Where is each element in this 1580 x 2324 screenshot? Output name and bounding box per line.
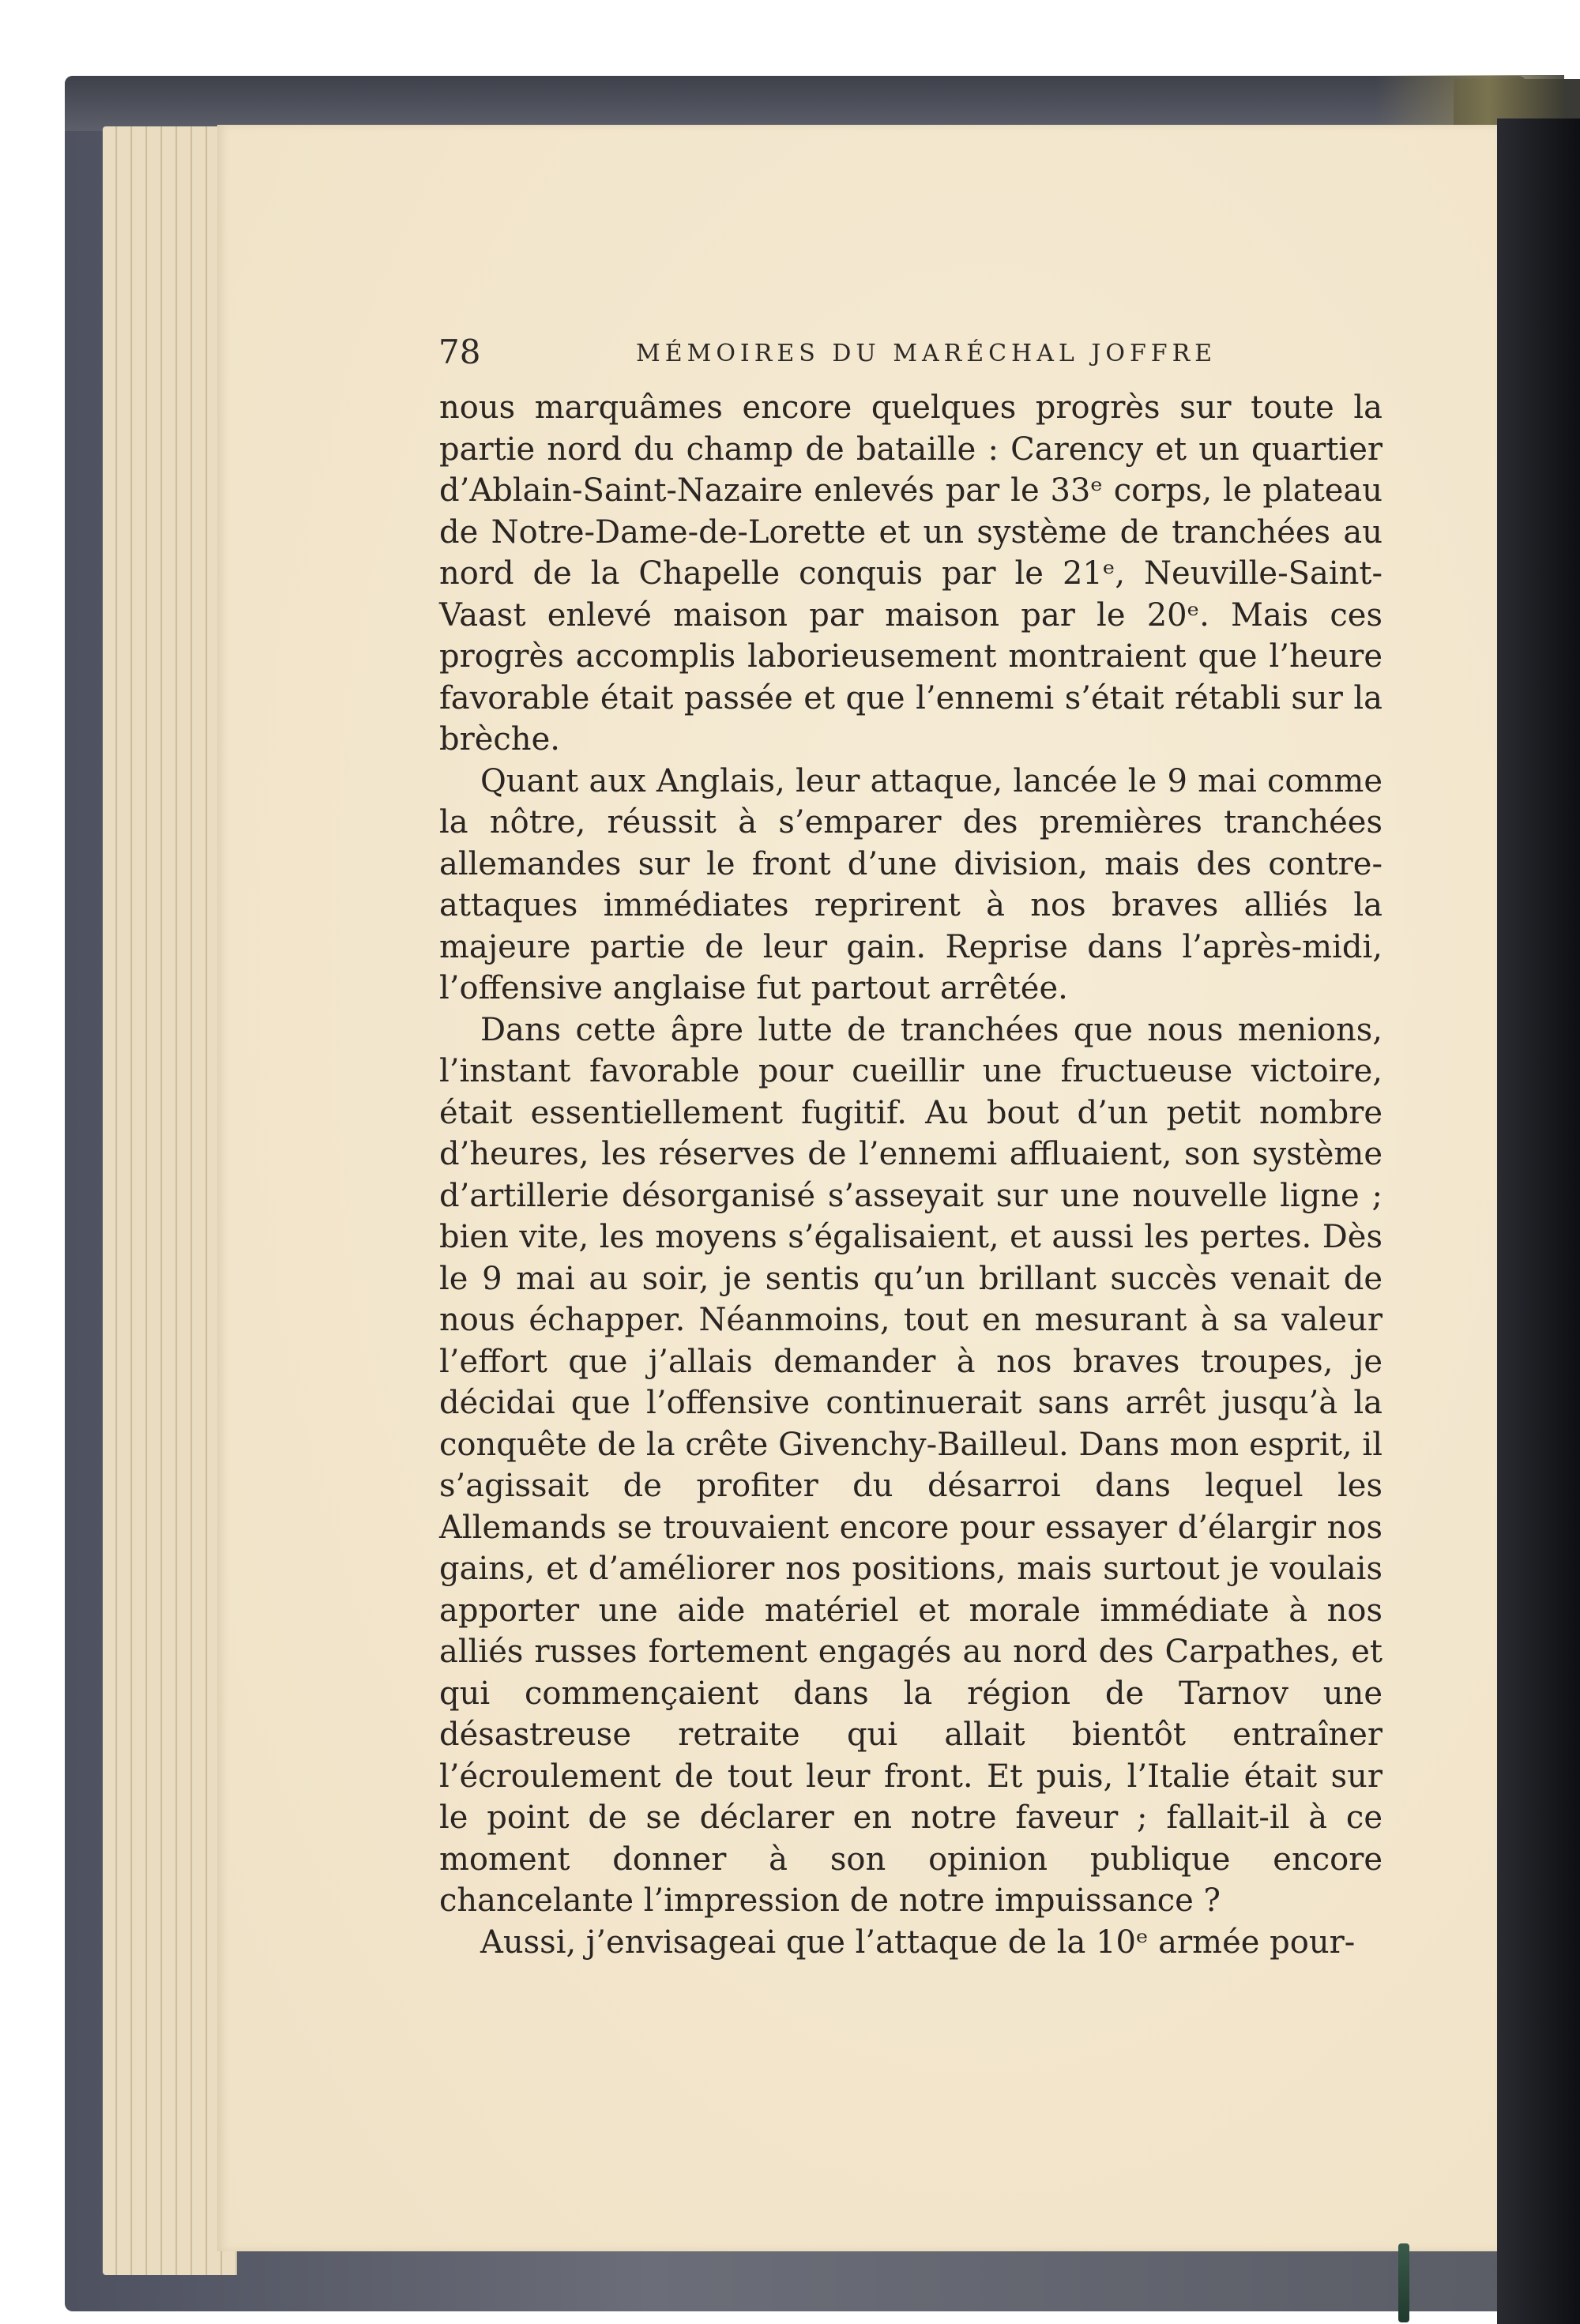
- paragraph: Quant aux Anglais, leur attaque, lancée le 9 mai comme la nôtre, réussit à s’emparer des premières tranchées allemandes sur le front d’une division, mais des contre-attaques immédiates reprirent à nos braves alliés la majeure partie de leur gain. Reprise dans l’après-midi, l’offensive anglaise fut partout arrêtée.: [439, 762, 1382, 1006]
- paragraph: nous marquâmes encore quelques progrès sur toute la partie nord du champ de bataille : Carency et un quartier d’Ablain-Saint-Nazaire enlevés par le 33ᵉ corps, le plateau de Notre-Dame-de-Lorette et un système de tranchées au nord de la Chapelle conquis par le 21ᵉ, Neuville-Saint-Vaast enlevé maison par maison par le 20ᵉ. Mais ces progrès accomplis laborieusement montraient que l’heure favorable était passée et que l’ennemi s’était rétabli sur la brèche.: [439, 389, 1382, 758]
- bookmark-ribbon: [1398, 2243, 1409, 2322]
- running-title: MÉMOIRES DU MARÉCHAL JOFFRE: [636, 340, 1217, 367]
- page-number: 78: [438, 333, 481, 371]
- body-text: [439, 387, 1382, 1963]
- page-header: [438, 329, 1410, 376]
- book-cover-top-edge: [65, 76, 1526, 131]
- paragraph: Dans cette âpre lutte de tranchées que nous menions, l’instant favorable pour cueillir une fructueuse victoire, était essentiellement fugitif. Au bout d’un petit nombre d’heures, les réserves de l’ennemi affluaient, son système d’artillerie désorganisé s’asseyait sur une nouvelle ligne ; bien vite, les moyens s’égalisaient, et aussi les pertes. Dès le 9 mai au soir, je sentis qu’un brillant succès venait de nous échapper. Néanmoins, tout en mesurant à sa valeur l’effort que j’allais demander à nos braves troupes, je décidai que l’offensive continuerait sans arrêt jusqu’à la conquête de la crête Givenchy-Bailleul. Dans mon esprit, il s’agissait de profiter du désarroi dans lequel les Allemands se trouvaient encore pour essayer d’élargir nos gains, et d’améliorer nos positions, mais surtout je voulais apporter une aide matériel et morale immédiate à nos alliés russes fortement engagés au nord des Carpathes, et qui commençaient dans la région de Tarnov une désastreuse retraite qui allait bientôt entraîner l’écroulement de tout leur front. Et puis, l’Italie était sur le point de se déclarer en notre faveur ; fallait-il à ce moment donner à son opinion publique encore chancelante l’impression de notre impuissance ?: [439, 1011, 1382, 1919]
- paragraph: Aussi, j’envisageai que l’attaque de la 10ᵉ armée pour-: [480, 1924, 1356, 1961]
- facing-page-shadow: [1497, 118, 1580, 2324]
